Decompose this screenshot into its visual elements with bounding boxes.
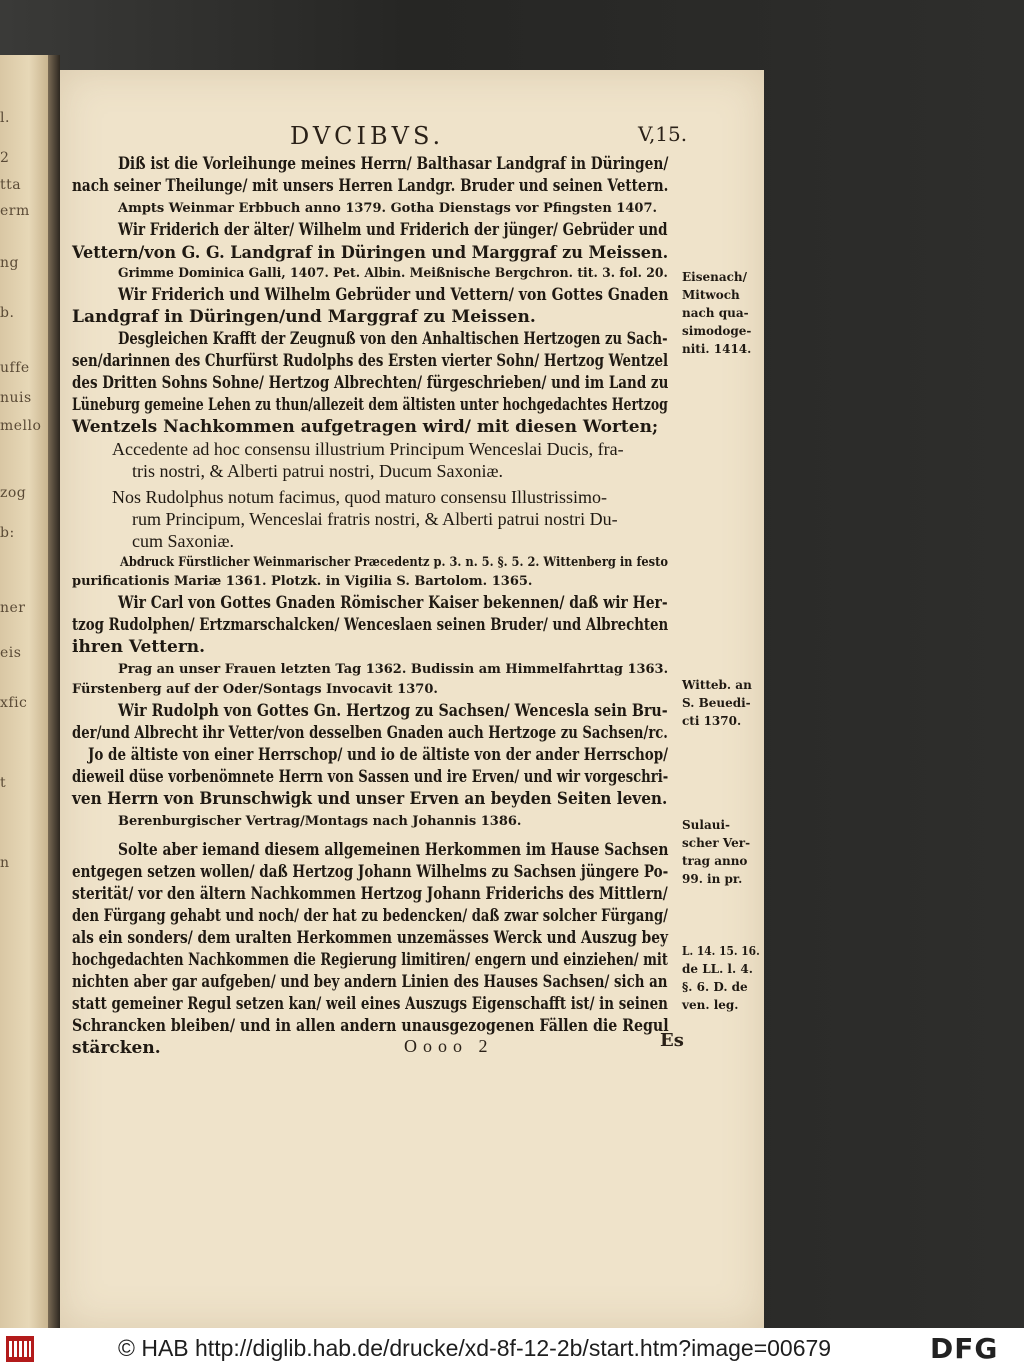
citation-line: Berenburgischer Vertrag/Montags nach Johannis 1386. [118, 814, 522, 829]
text-line: Solte aber iemand diesem allgemeinen Herkommen im Hause Sachsen [118, 840, 669, 860]
left-page-fragment: 2 [0, 150, 10, 166]
margin-note-line: simodoge- [682, 324, 752, 338]
citation-line: Ampts Weinmar Erbbuch anno 1379. Gotha Dienstags vor Pfingsten 1407. [118, 201, 658, 216]
text-line: der/und Albrecht ihr Vetter/von desselben Gnaden auch Hertzoge zu Sachsen/rc. [72, 723, 668, 743]
citation-line: purificationis Mariæ 1361. Plotzk. in Vigilia S. Bartolom. 1365. [72, 574, 533, 589]
left-page-fragment: mello [0, 418, 42, 434]
text-line: hochgedachten Nachkommen die Regierung limitiren/ engern und einziehen/ mit [72, 950, 668, 970]
left-page-fragment: eis [0, 645, 22, 661]
copyright-url-link[interactable]: © HAB http://diglib.hab.de/drucke/xd-8f-12-2b/start.htm?image=00679 [118, 1335, 832, 1361]
left-page-fragment: tta [0, 177, 22, 193]
left-page-fragment: ner [0, 600, 26, 616]
latin-quote-line: Accedente ad hoc consensu illustrium Principum Wenceslai Ducis, fra- [112, 439, 624, 459]
text-line: ven Herrn von Brunschwigk und unser Erven an beyden Seiten leven. [72, 789, 668, 809]
margin-note-line: Eisenach/ [682, 270, 748, 284]
margin-note-line: §. 6. D. de [682, 980, 748, 994]
text-line: dieweil düse vorbenömnete Herrn von Sassen und ire Erven/ und wir vorgeschri- [72, 767, 669, 787]
text-line: Jo de ältiste von einer Herrschop/ und io de ältiste von der ander Herrschop/ [88, 745, 669, 765]
latin-quote-line: rum Principum, Wenceslai fratris nostri, & Alberti patrui nostri Du- [132, 509, 618, 529]
text-line: als ein sonders/ dem uralten Herkommen unzemässes Werck und Auszug bey [72, 928, 669, 948]
running-head: DVCIBVS. [290, 122, 445, 150]
text-line: Wir Friderich und Wilhelm Gebrüder und Vettern/ von Gottes Gnaden [118, 285, 669, 305]
latin-quote-line: Nos Rudolphus notum facimus, quod maturo consensu Illustrissimo- [112, 487, 607, 507]
text-line: sen/darinnen des Churfürst Rudolphs des Ersten vierter Sohn/ Hertzog Wentzel [72, 351, 669, 371]
text-line: stärcken. [72, 1038, 161, 1058]
text-line: Schrancken bleiben/ und in allen andern unausgezogenen Fällen die Regul [72, 1016, 669, 1036]
margin-note-line: cti 1370. [682, 714, 742, 728]
latin-quote-line: cum Saxoniæ. [132, 531, 234, 551]
left-page-fragment: xfic [0, 695, 28, 711]
folio-number: V,15. [638, 122, 688, 146]
left-page-fragment: n [0, 855, 10, 871]
text-line: ihren Vettern. [72, 637, 206, 657]
citation-line: Grimme Dominica Galli, 1407. Pet. Albin. Meißnische Bergchron. tit. 3. fol. 20. [118, 266, 668, 281]
margin-note-line: niti. 1414. [682, 342, 752, 356]
text-line: nach seiner Theilunge/ mit unsers Herren Landgr. Bruder und seinen Vettern. [72, 176, 669, 196]
margin-note-line: trag anno [682, 854, 748, 868]
margin-note-line: S. Beuedi- [682, 696, 751, 710]
left-page-fragment: t [0, 775, 7, 791]
dfg-logo: DFG [930, 1332, 999, 1365]
margin-note-line: de LL. l. 4. [682, 962, 753, 976]
left-page-fragment: l. [0, 110, 10, 126]
left-page-fragment: erm [0, 203, 30, 219]
text-line: Wir Carl von Gottes Gnaden Römischer Kaiser bekennen/ daß wir Her- [118, 593, 668, 613]
text-line: statt gemeiner Regul setzen kan/ weil eines Auszugs Eigenschafft ist/ in seinen [72, 994, 668, 1014]
text-line: Lüneburg gemeine Lehen zu thun/allezeit dem ältisten unter hochgedachtes Hertzog [72, 395, 668, 415]
left-page-fragment: ng [0, 255, 19, 271]
scanned-page [60, 70, 764, 1328]
text-line: nichten aber gar aufgeben/ und bey andern Linien des Hauses Sachsen/ sich an [72, 972, 668, 992]
text-line: Diß ist die Vorleihunge meines Herrn/ Balthasar Landgraf in Düringen/ [118, 154, 669, 174]
margin-note-line: Sulaui- [682, 818, 730, 832]
text-line: entgegen setzen wollen/ daß Hertzog Johann Wilhelms zu Sachsen jüngere Po- [72, 862, 669, 882]
margin-note-line: 99. in pr. [682, 872, 743, 886]
text-line: Desgleichen Krafft der Zeugnuß von den Anhaltischen Hertzogen zu Sach- [118, 329, 668, 349]
margin-note-line: Mitwoch [682, 288, 740, 302]
text-line: sterität/ vor den ältern Nachkommen Hertzog Johann Friderichs des Mittlern/ [72, 884, 668, 904]
hab-library-icon [6, 1336, 34, 1362]
left-page-fragment: b. [0, 305, 15, 321]
left-page-edge [0, 55, 48, 1328]
margin-note-line: nach qua- [682, 306, 749, 320]
text-line: Landgraf in Düringen/und Marggraf zu Meissen. [72, 307, 536, 327]
catchword: Es [660, 1030, 684, 1051]
margin-note-line: scher Ver- [682, 836, 751, 850]
latin-quote-line: tris nostri, & Alberti patrui nostri, Ducum Saxoniæ. [132, 461, 503, 481]
left-page-fragment: b: [0, 525, 15, 541]
citation-line: Abdruck Fürstlicher Weinmarischer Præcedentz p. 3. n. 5. §. 5. 2. Wittenberg in festo [120, 555, 669, 570]
book-gutter [48, 55, 60, 1328]
text-line: Wir Rudolph von Gottes Gn. Hertzog zu Sachsen/ Wencesla sein Bru- [118, 701, 668, 721]
text-line: tzog Rudolphen/ Ertzmarschalcken/ Wenceslaen seinen Bruder/ und Albrechten [72, 615, 669, 635]
left-page-fragment: nuis [0, 390, 32, 406]
margin-note-line: Witteb. an [682, 678, 752, 692]
margin-note-line: L. 14. 15. 16. [682, 944, 760, 958]
text-line: den Fürgang gehabt und noch/ der hat zu bedencken/ daß zwar solcher Fürgang/ [72, 906, 668, 926]
text-line: Wir Friderich der älter/ Wilhelm und Friderich der jünger/ Gebrüder und [118, 220, 668, 240]
citation-line: Prag an unser Frauen letzten Tag 1362. Budissin am Himmelfahrttag 1363. [118, 662, 669, 677]
text-line: Vettern/von G. G. Landgraf in Düringen und Marggraf zu Meissen. [72, 243, 669, 263]
left-page-fragment: zog [0, 485, 27, 501]
citation-line: Fürstenberg auf der Oder/Sontags Invocavit 1370. [72, 682, 438, 697]
footer-bar [0, 1328, 1024, 1370]
text-line: Wentzels Nachkommen aufgetragen wird/ mit diesen Worten; [72, 417, 659, 437]
main-text-block [60, 70, 764, 1070]
left-page-fragment: uffe [0, 360, 30, 376]
signature-mark: Oooo 2 [404, 1036, 494, 1056]
text-line: des Dritten Sohns Sohne/ Hertzog Albrechten/ fürgeschrieben/ und im Land zu [72, 373, 669, 393]
margin-note-line: ven. leg. [682, 998, 739, 1012]
